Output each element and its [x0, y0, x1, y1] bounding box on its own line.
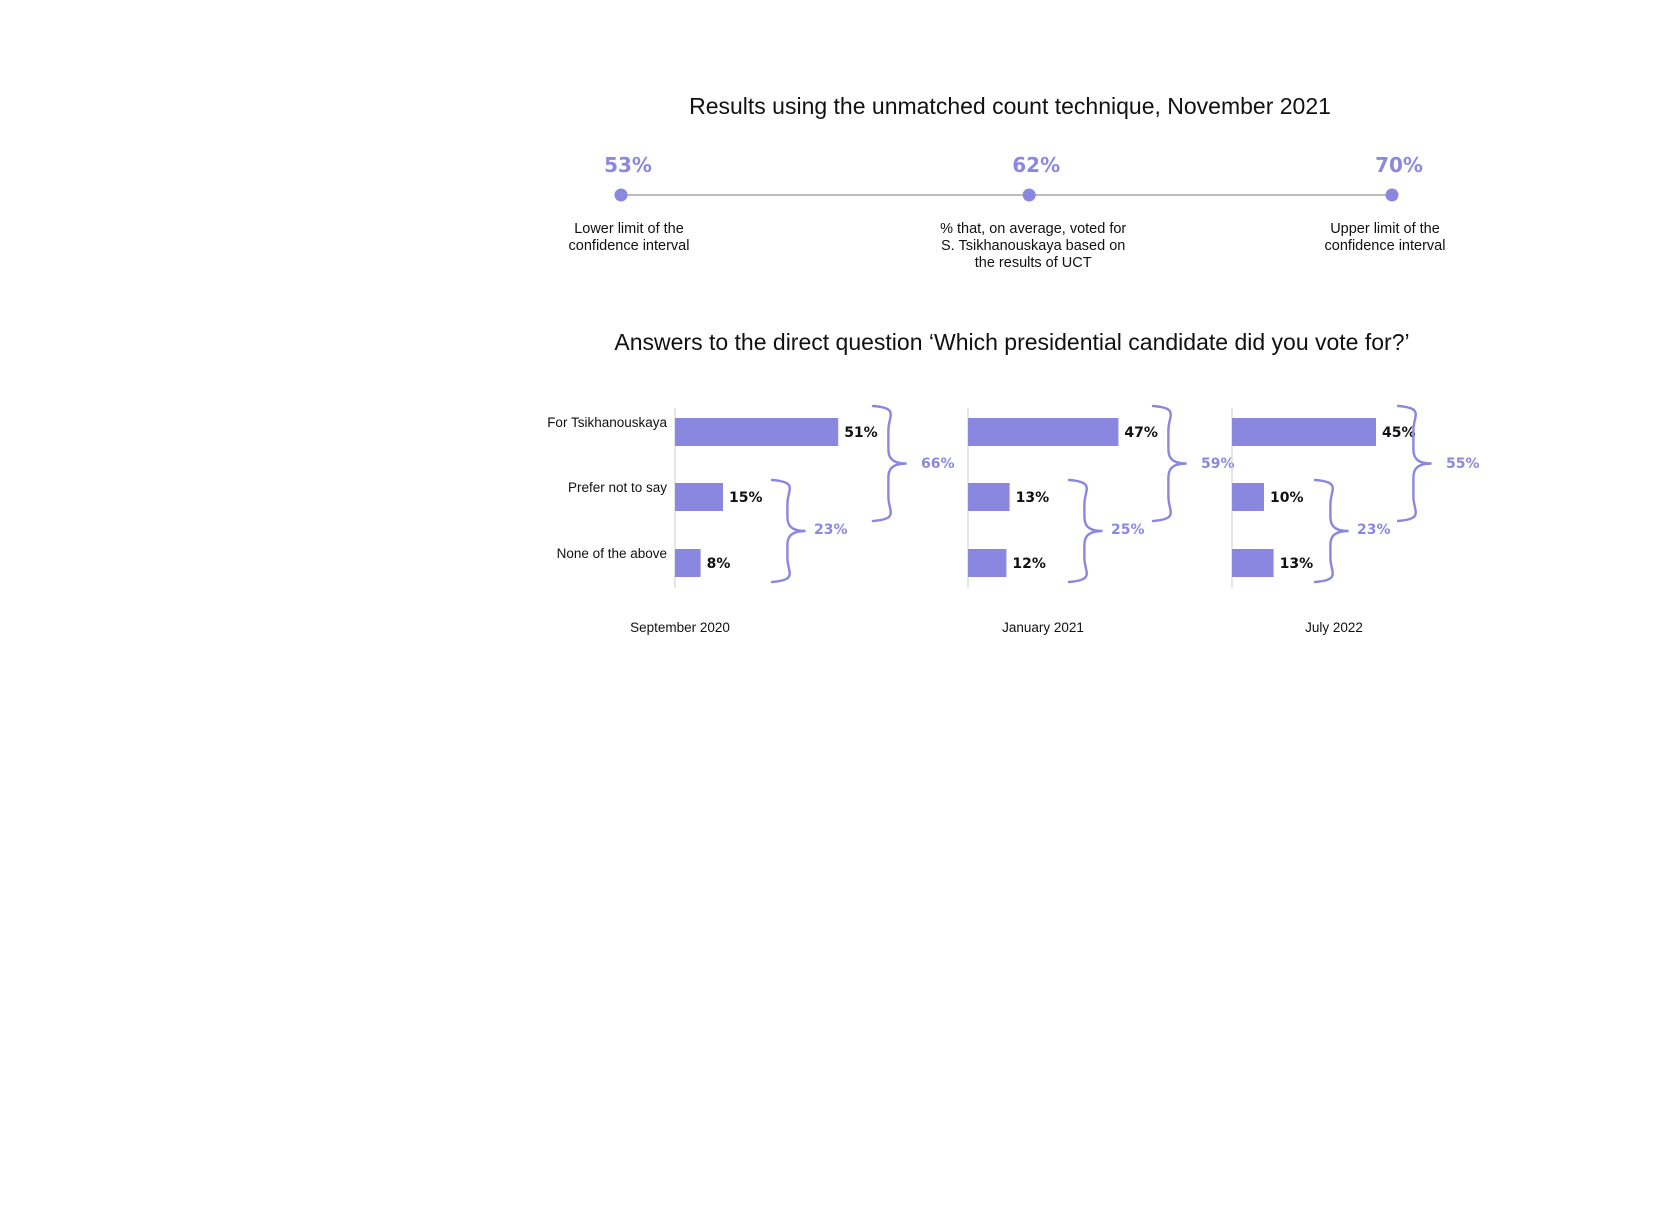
- bar: [675, 483, 723, 511]
- brace-top: [873, 406, 907, 521]
- bar-value-label: 12%: [1012, 556, 1046, 572]
- category-label: For Tsikhanouskaya: [547, 415, 667, 430]
- uct-caption-line: Upper limit of the: [1330, 221, 1440, 237]
- uct-point: [1023, 189, 1036, 202]
- brace-top: [1153, 406, 1187, 521]
- uct-value-label: 53%: [604, 153, 652, 177]
- bar-value-label: 45%: [1382, 425, 1416, 441]
- category-label: None of the above: [556, 546, 667, 561]
- uct-caption-line: Lower limit of the: [574, 221, 684, 237]
- direct-question-title: Answers to the direct question ‘Which presidential candidate did you vote for?’: [614, 329, 1410, 355]
- uct-value-label: 70%: [1375, 153, 1423, 177]
- bar: [1232, 549, 1274, 577]
- category-label: Prefer not to say: [567, 480, 667, 495]
- bar: [1232, 483, 1264, 511]
- brace-top-label: 55%: [1446, 456, 1480, 472]
- bar-value-label: 10%: [1270, 490, 1304, 506]
- bar: [1232, 418, 1376, 446]
- period-label: September 2020: [630, 620, 730, 635]
- brace-bottom: [1069, 480, 1103, 582]
- bar-value-label: 15%: [729, 490, 763, 506]
- brace-bottom-label: 23%: [814, 522, 848, 538]
- uct-value-label: 62%: [1012, 153, 1061, 177]
- brace-bottom: [772, 480, 806, 582]
- brace-top-label: 66%: [921, 456, 955, 472]
- uct-chart-title: Results using the unmatched count technique, November 2021: [689, 93, 1331, 119]
- uct-caption-line: confidence interval: [568, 238, 690, 254]
- bar: [968, 418, 1118, 446]
- brace-bottom-label: 23%: [1357, 522, 1391, 538]
- uct-caption-line: S. Tsikhanouskaya based on: [941, 238, 1126, 254]
- period-label: July 2022: [1305, 620, 1363, 635]
- brace-top-label: 59%: [1201, 456, 1235, 472]
- bar-value-label: 51%: [844, 425, 878, 441]
- bar: [675, 549, 701, 577]
- brace-bottom: [1315, 480, 1349, 582]
- bar-value-label: 13%: [1015, 490, 1050, 506]
- period-label: January 2021: [1002, 620, 1084, 635]
- bar: [675, 418, 838, 446]
- bar-value-label: 47%: [1124, 425, 1158, 441]
- bar: [968, 549, 1006, 577]
- bar-value-label: 8%: [706, 556, 731, 572]
- uct-results-chart: [569, 93, 1446, 271]
- uct-caption-line: the results of UCT: [974, 255, 1092, 271]
- bar: [968, 483, 1010, 511]
- brace-bottom-label: 25%: [1111, 522, 1145, 538]
- uct-caption-line: % that, on average, voted for: [940, 221, 1127, 237]
- bar-value-label: 13%: [1279, 556, 1314, 572]
- brace-top: [1398, 406, 1432, 521]
- uct-caption-line: confidence interval: [1324, 238, 1446, 254]
- uct-point: [1386, 189, 1399, 202]
- uct-point: [615, 189, 628, 202]
- direct-question-chart: [547, 329, 1479, 635]
